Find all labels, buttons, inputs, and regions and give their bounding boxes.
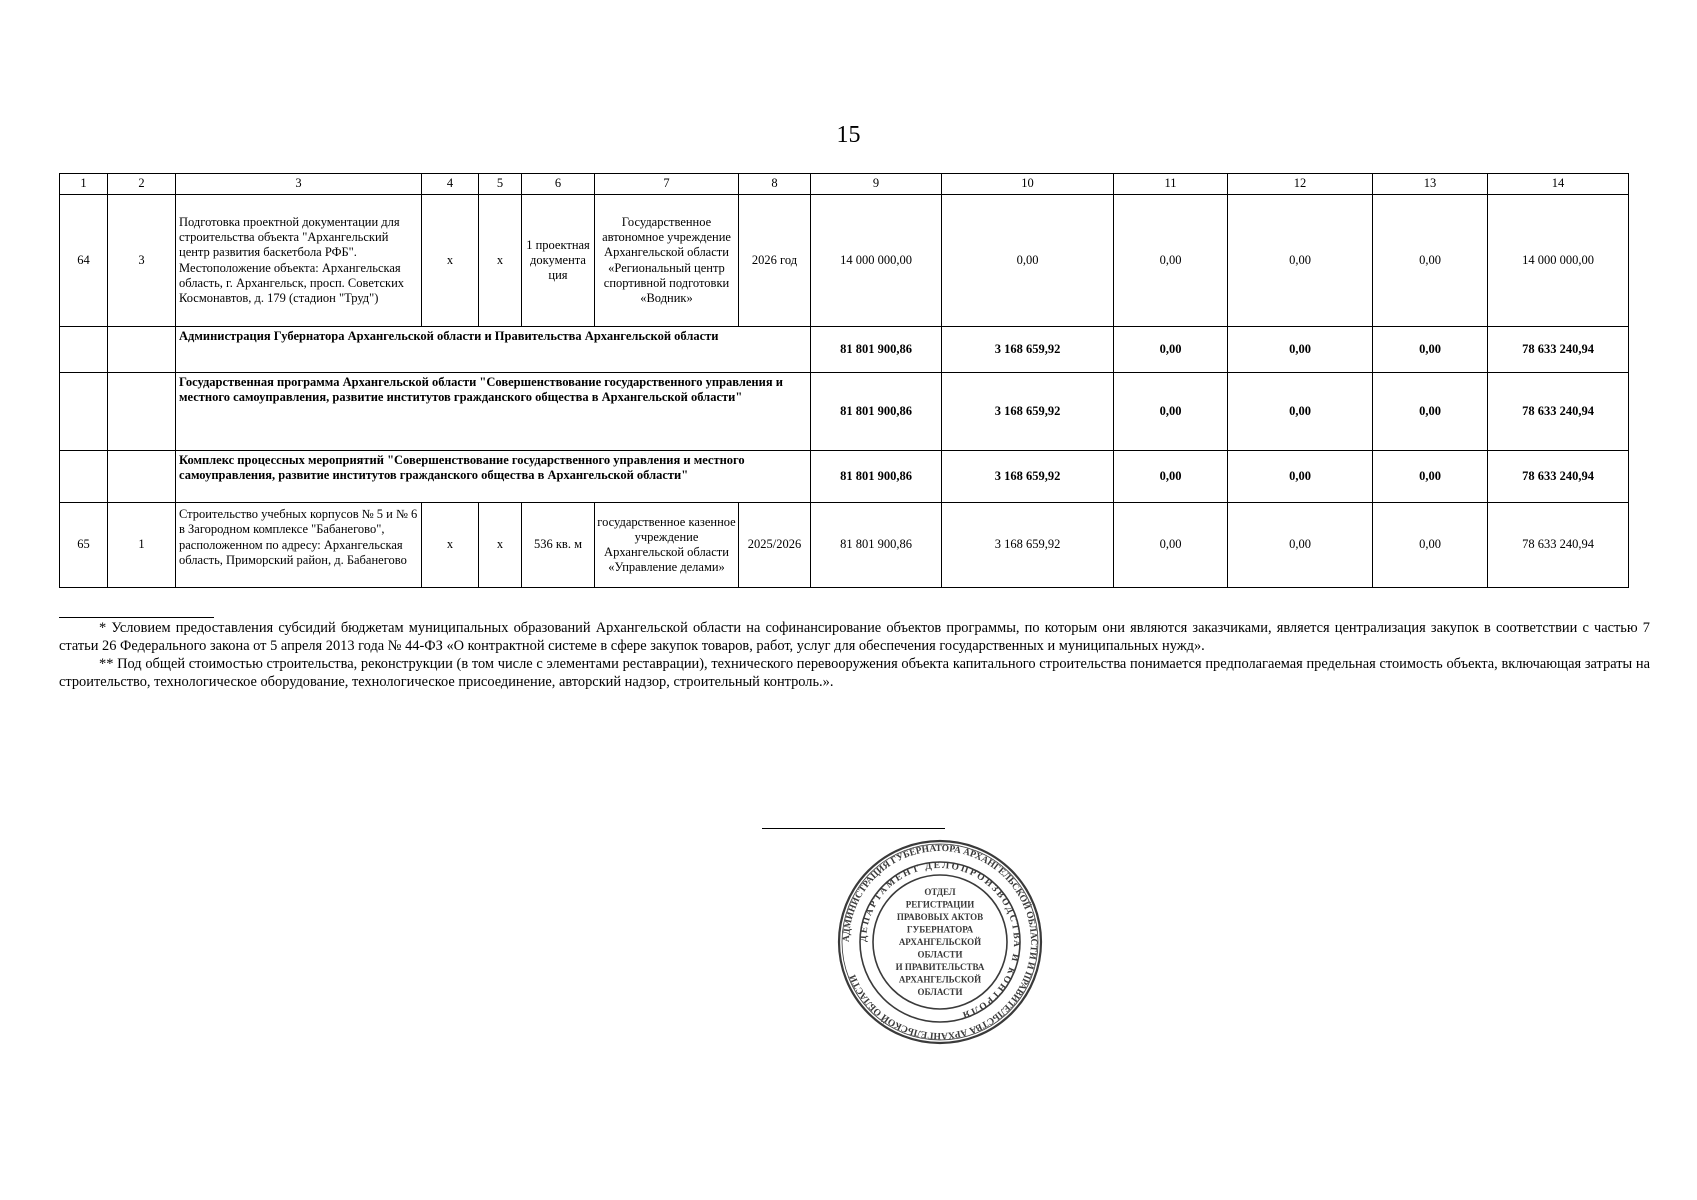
table-row-64 <box>60 195 1629 327</box>
total-amount: 14 000 000,00 <box>811 195 942 327</box>
column-number: 9 <box>811 174 942 195</box>
amount-col14: 78 633 240,94 <box>1488 373 1629 451</box>
column-number: 11 <box>1114 174 1228 195</box>
column-number: 7 <box>595 174 739 195</box>
amount-col13: 0,00 <box>1373 373 1488 451</box>
amount-col10: 3 168 659,92 <box>942 451 1114 503</box>
column-number: 6 <box>522 174 595 195</box>
amount-col13: 0,00 <box>1373 503 1488 588</box>
amount-col12: 0,00 <box>1228 503 1373 588</box>
row-number: 64 <box>60 195 108 327</box>
official-seal <box>836 838 1044 1046</box>
amount-col11: 0,00 <box>1114 195 1228 327</box>
empty-cell <box>60 327 108 373</box>
total-amount: 81 801 900,86 <box>811 503 942 588</box>
object-name: Строительство учебных корпусов № 5 и № 6 в Загородном комплексе "Бабанегово", расположенном по адресу: Архангельская область, Приморский район, д. Бабанегово <box>176 503 422 588</box>
objects-table <box>59 173 1629 588</box>
column-number: 4 <box>422 174 479 195</box>
column-number: 2 <box>108 174 176 195</box>
group-title: Комплекс процессных мероприятий "Совершенствование государственного управления и местного самоуправления, развитие институтов гражданского общества в Архангельской области" <box>176 451 811 503</box>
page-number: 15 <box>836 122 861 148</box>
object-capacity: 1 проектная документа ция <box>522 195 595 327</box>
seal-center-line: ОБЛАСТИ <box>917 987 963 997</box>
footnotes <box>59 619 1650 691</box>
amount-col10: 3 168 659,92 <box>942 327 1114 373</box>
cell-col4: х <box>422 195 479 327</box>
table-row-65 <box>60 503 1629 588</box>
column-number: 12 <box>1228 174 1373 195</box>
empty-cell <box>108 373 176 451</box>
group-row-program <box>60 373 1629 451</box>
amount-col12: 0,00 <box>1228 373 1373 451</box>
seal-center-line: ПРАВОВЫХ АКТОВ <box>896 912 984 922</box>
amount-col10: 0,00 <box>942 195 1114 327</box>
seal-center-line: ОТДЕЛ <box>924 887 956 897</box>
object-name: Подготовка проектной документации для строительства объекта "Архангельский центр развития баскетбола РФБ". Местоположение объекта: Архангельская область, г. Архангельск, просп. Советских Космонавтов, д. 179 (стадион "Труд") <box>176 195 422 327</box>
column-number-row <box>60 174 1629 195</box>
empty-cell <box>60 373 108 451</box>
seal-center-line: АРХАНГЕЛЬСКОЙ <box>898 974 982 985</box>
total-amount: 81 801 900,86 <box>811 373 942 451</box>
amount-col14: 14 000 000,00 <box>1488 195 1629 327</box>
implementation-period: 2025/2026 <box>739 503 811 588</box>
column-number: 1 <box>60 174 108 195</box>
amount-col12: 0,00 <box>1228 451 1373 503</box>
customer-name: Государственное автономное учреждение Архангельской области «Региональный центр спортивной подготовки «Водник» <box>595 195 739 327</box>
seal-inner-text: ДЕПАРТАМЕНТ ДЕЛОПРОИЗВОДСТВА И КОНТРОЛЯ <box>858 860 1022 1020</box>
cell-col5: х <box>479 503 522 588</box>
column-number: 3 <box>176 174 422 195</box>
cell-col5: х <box>479 195 522 327</box>
empty-cell <box>108 327 176 373</box>
amount-col11: 0,00 <box>1114 373 1228 451</box>
seal-center-line: И ПРАВИТЕЛЬСТВА <box>895 962 985 972</box>
seal-center-line: ОБЛАСТИ <box>917 949 963 960</box>
column-number: 14 <box>1488 174 1629 195</box>
amount-col10: 3 168 659,92 <box>942 503 1114 588</box>
amount-col13: 0,00 <box>1373 451 1488 503</box>
group-row-administration <box>60 327 1629 373</box>
amount-col14: 78 633 240,94 <box>1488 327 1629 373</box>
amount-col10: 3 168 659,92 <box>942 373 1114 451</box>
amount-col12: 0,00 <box>1228 327 1373 373</box>
object-capacity: 536 кв. м <box>522 503 595 588</box>
footnote-1: * Условием предоставления субсидий бюджетам муниципальных образований Архангельской области на софинансирование объектов программы, по которым они являются заказчиками, является централизация закупок в соответствии с частью 7 статьи 26 Федерального закона от 5 апреля 2013 года № 44-ФЗ «О контрактной системе в сфере закупок товаров, работ, услуг для обеспечения государственных и муниципальных нужд». <box>59 620 1650 654</box>
total-amount: 81 801 900,86 <box>811 451 942 503</box>
implementation-period: 2026 год <box>739 195 811 327</box>
amount-col12: 0,00 <box>1228 195 1373 327</box>
empty-cell <box>108 451 176 503</box>
seal-center-line: РЕГИСТРАЦИИ <box>905 899 975 910</box>
column-number: 5 <box>479 174 522 195</box>
group-title: Государственная программа Архангельской области "Совершенствование государственного управления и местного самоуправления, развитие институтов гражданского общества в Архангельской области" <box>176 373 811 451</box>
amount-col11: 0,00 <box>1114 327 1228 373</box>
footnote-2: ** Под общей стоимостью строительства, реконструкции (в том числе с элементами реставрации), технического перевооружения объекта капитального строительства понимается предполагаемая предельная стоимость объекта, включающая затраты на строительство, технологическое оборудование, технологическое присоединение, авторский надзор, строительный контроль.». <box>59 656 1650 690</box>
seal-outer-text: АДМИНИСТРАЦИЯ ГУБЕРНАТОРА АРХАНГЕЛЬСКОЙ ОБЛАСТИ И ПРАВИТЕЛЬСТВА АРХАНГЕЛЬСКОЙ ОБЛАСТИ <box>841 843 1039 1041</box>
amount-col13: 0,00 <box>1373 195 1488 327</box>
row-subnumber: 1 <box>108 503 176 588</box>
amount-col14: 78 633 240,94 <box>1488 503 1629 588</box>
seal-center-line: ГУБЕРНАТОРА <box>906 924 974 935</box>
customer-name: государственное казенное учреждение Архангельской области «Управление делами» <box>595 503 739 588</box>
empty-cell <box>60 451 108 503</box>
amount-col11: 0,00 <box>1114 503 1228 588</box>
footnote-separator <box>59 617 214 618</box>
column-number: 13 <box>1373 174 1488 195</box>
amount-col11: 0,00 <box>1114 451 1228 503</box>
total-amount: 81 801 900,86 <box>811 327 942 373</box>
column-number: 8 <box>739 174 811 195</box>
amount-col13: 0,00 <box>1373 327 1488 373</box>
seal-center-line: АРХАНГЕЛЬСКОЙ <box>898 937 982 947</box>
column-number: 10 <box>942 174 1114 195</box>
group-row-complex <box>60 451 1629 503</box>
cell-col4: х <box>422 503 479 588</box>
row-number: 65 <box>60 503 108 588</box>
group-title: Администрация Губернатора Архангельской области и Правительства Архангельской области <box>176 327 811 373</box>
row-subnumber: 3 <box>108 195 176 327</box>
signature-line <box>762 828 945 829</box>
amount-col14: 78 633 240,94 <box>1488 451 1629 503</box>
